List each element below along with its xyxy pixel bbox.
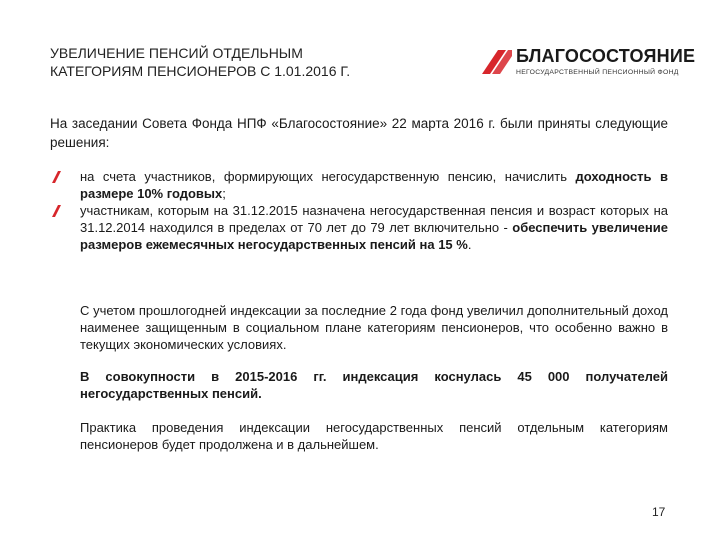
title-line-2: КАТЕГОРИЯМ ПЕНСИОНЕРОВ С 1.01.2016 Г. — [50, 63, 351, 79]
logo-subtitle: НЕГОСУДАРСТВЕННЫЙ ПЕНСИОННЫЙ ФОНД — [516, 69, 679, 76]
decision-list — [50, 168, 668, 253]
red-slash-bullet-icon — [52, 171, 61, 183]
logo-name: БЛАГОСОСТОЯНИЕ — [516, 46, 696, 66]
bullet-text: на счета участников, формирующих негосударственную пенсию, начислить — [80, 169, 576, 184]
bullet-bold-text: обеспечить увеличение размеров ежемесячных негосударственных пенсий на 15 % — [80, 220, 668, 252]
bullet-text-end: ; — [222, 186, 226, 201]
intro-paragraph: На заседании Совета Фонда НПФ «Благосостояние» 22 марта 2016 г. были приняты следующие решения: — [50, 116, 668, 150]
page-number: 17 — [652, 505, 666, 519]
red-slash-bullet-icon — [52, 205, 61, 217]
bullet-text-end: . — [467, 237, 472, 252]
paragraph-future-practice: Практика проведения индексации негосударственных пенсий отдельным категориям пенсионеров будет продолжена и в дальнейшем. — [80, 420, 668, 452]
logo-mark-icon — [478, 46, 512, 76]
paragraph-recipients-total: В совокупности в 2015-2016 гг. индексация коснулась 45 000 получателей негосударственных пенсий. — [80, 369, 668, 401]
title-line-1: УВЕЛИЧЕНИЕ ПЕНСИЙ ОТДЕЛЬНЫМ — [50, 45, 303, 61]
list-item — [50, 202, 668, 253]
bullet-bold-text: доходность в размере 10% годовых — [80, 169, 668, 201]
page-title — [50, 44, 450, 80]
bullet-text: участникам, которым на 31.12.2015 назначена негосударственная пенсия и возраст которых на 31.12.2014 находился в пределах от 70 лет до 79 лет включительно - — [80, 203, 668, 235]
company-logo — [478, 44, 696, 84]
list-item — [50, 168, 668, 202]
paragraph-indexation-history: С учетом прошлогодней индексации за последние 2 года фонд увеличил дополнительный доход наименее защищенным в социальном плане категориям пенсионеров, что особенно важно в текущих экономических условиях. — [80, 303, 668, 352]
